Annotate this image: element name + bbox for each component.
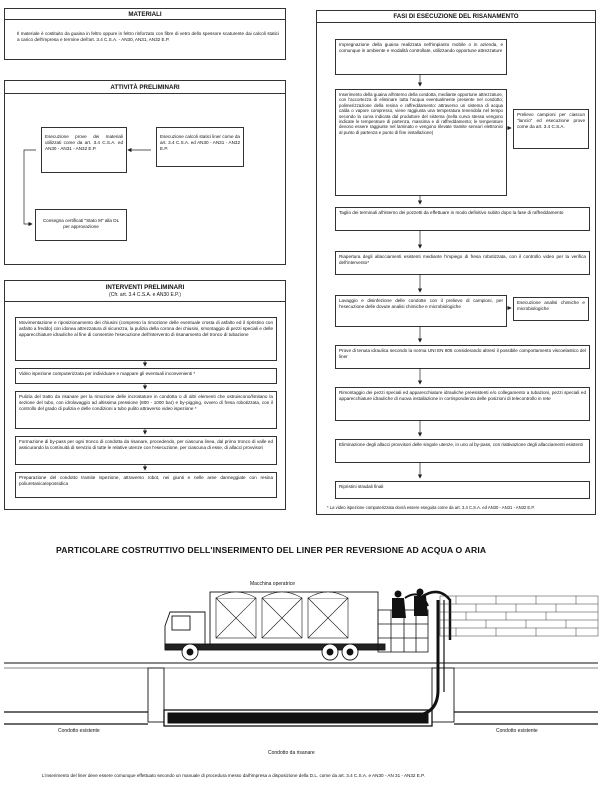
execution-step-2: Inserimento della guaina all'interno della condotta, mediante opportune attrezzature, con l'accortezza di eliminare tutta l'acqua eventualmente presente nel condotto; polimerizzazione della resina e raffreddamento: attraverso un sistema di acqua calda o vapore compresso, viene raggiunta una temperatura tenendola nel tempo secondo la curva indicata dal produttore del sistema (nella curva stessa vengono indicate le temperature di partenza, massima e di raffreddamento; le temperature devono essere raggiunte nel laminato e vengono rilevate tramite sensori elettronici al punto di partenza e punto di fine installazione) (335, 89, 507, 196)
chemical-analysis-box: Esecuzione analisi chimiche e microbiologiche (513, 297, 589, 321)
intervention-step-2: Video ispezione computerizzata per individuare e mappare gli eventuali inconvenienti * (15, 368, 277, 384)
ground-surface (4, 663, 598, 668)
intervention-step-4: Formazione di by-pass per ogni tronco di condotta da risanare, procedendo, per ciascuna linea, dal primo tronco di valle ed assicurando la continuità di servizio di tutte le relative utenze con l'esecuzione, per ciascuna di esse, di allacci provvisori (15, 436, 277, 465)
execution-step-6: Prove di tenuta idraulica secondo la norma UNI EN 805 considerando altresì il possibile comportamento viscoelastico del liner (335, 345, 590, 369)
execution-step-1: Impregnazione della guaina realizzata nell'impianto mobile o in azienda, e comunque in ambiente e modalità controllate, utilizzando opportune attrezzature (335, 39, 507, 75)
truck (165, 592, 385, 660)
execution-phases-title: FASI DI ESECUZIONE DEL RISANAMENTO (317, 11, 595, 23)
execution-step-5: Lavaggio e disinfezione delle condotte con il prelievo di campioni, per l'esecuzione delle dovute analisi chimiche e microbiologiche (335, 295, 507, 327)
workers (392, 589, 428, 619)
static-calc-box: Esecuzione calcoli statici liner come da art. 3.4 C.S.A. ed AN30 - AN31 - AN32 E.P. (156, 127, 244, 167)
sample-test-box: Prelievo campioni per ciascun "lancio" ed esecuzione prove come da art. 3.4 C.S.A. (513, 109, 589, 149)
materials-text: Il materiale è costituito da guaina in feltro oppure in feltro rinforzato con fibre di vetro dello spessore scaturente dai calcoli statici a carico dell'impresa e termine dell'art. 3.4 C.S.A. - AN30, AN31, AN32 E.P. (17, 31, 279, 42)
existing-pipe-right-label: Condotto esistente (496, 728, 538, 734)
intervention-step-5: Preparazione del condotto tramite ispezione, attraverso robot, nei giunti e nelle aree danneggiate con resina poliuretanica/epossidica (15, 472, 277, 498)
execution-step-3: Taglio dei terminali all'interno dei pozzetti da effettuare in modo definitivo subito dopo la fase di raffreddamento (335, 207, 590, 231)
detail-caption: L'inserimento del liner deve essere comunque effettuato secondo un manuale di procedura messo dall'impresa a disposizione della D.L. come da art. 3.4 C.S.A. e AN30 - AN 31 - AN32 E.P. (42, 773, 425, 778)
execution-step-7: Rimontaggio dei pezzi speciali ed apparecchiature idrauliche preesistenti e/o collegamento a tubazioni, pezzi speciali ed apparecchiature idrauliche di nuova installazione in corrispondenza delle posizioni di telecontrollo in rete (335, 387, 590, 421)
materials-test-box: Esecuzione prove dei materiali utilizzati come da art. 3.4 C.S.A. ed AN30 - AN31 - AN32 E.P. (41, 127, 127, 173)
execution-footnote: * La video ispezione computerizzata dovrà essere eseguita come da art. 3.4 C.S.A. ed AN30 - AN31 - AN32 E.P. (327, 505, 535, 510)
machine-label: Macchina operatrice (250, 581, 296, 587)
preliminary-interventions-subtitle: (Cfr. art. 3.4 C.S.A. e AN30 E.P.) (109, 292, 181, 298)
execution-step-8: Eliminazione degli allacci provvisori delle singole utenze, in uno al by-pass, con riattivazione degli allacciamenti esistenti (335, 439, 590, 463)
execution-step-4: Riapertura degli allacciamenti esistenti mediante l'impiego di fresa robotizzata, con il controllo video per la verifica dell'intervento* (335, 251, 590, 275)
preliminary-activities-title: ATTIVITÀ PRELIMINARI (5, 81, 285, 94)
intervention-step-1: Movimentazione e riposizionamento dei chiusini (compreso la rimozione delle eventuale crosta di asfalto ed il ripristino con asfalto a freddo) con idonea attrezzatura di sicurezza, la pulizia della corona dei chiusini, smontaggio di pezzi speciali e delle apparecchiature idrauliche al fine di consentire l'esecuzione dell'intervento di risanamento del tronco di tubazione (15, 317, 277, 361)
certificates-box: Consegna certificati "Stato M" alla DL per approvazione (35, 209, 127, 241)
detail-title: PARTICOLARE COSTRUTTIVO DELL'INSERIMENTO DEL LINER PER REVERSIONE AD ACQUA O ARIA (56, 545, 487, 555)
brick-wall (440, 596, 598, 636)
pipe-to-rehab-label: Condotto da risanare (268, 750, 315, 756)
existing-pipe-left-label: Condotto esistente (58, 728, 100, 734)
intervention-step-3: Pulizia del tratto da risanare per la rimozione delle incrostature in condotta o di altri elementi che ostruiscono/limitano la sezione del tubo, con idrolavaggio ad altissima pressione (800 - 1000 bar) e by-pigging, ovvero di fresa robotizzata, con il controllo del grado di pulizia e delle condizioni a tubo pulito attraverso video ispezione * (15, 391, 277, 429)
preliminary-interventions-title: INTERVENTI PRELIMINARI (105, 284, 185, 291)
execution-step-9: Ripristini stradali finali (335, 481, 590, 499)
materials-title: MATERIALI (5, 9, 285, 20)
pipes (4, 710, 598, 726)
